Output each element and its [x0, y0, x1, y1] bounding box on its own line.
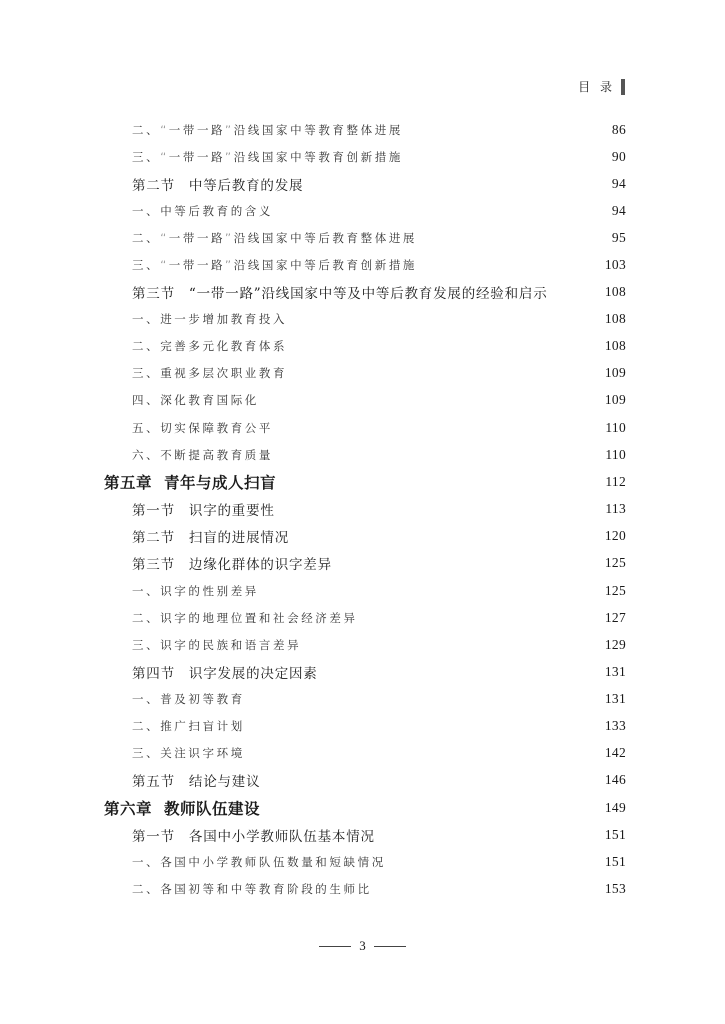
toc-entry-item[interactable] [104, 740, 626, 767]
toc-entry-number: 第五章 [104, 472, 153, 492]
toc-entry-item[interactable] [104, 577, 626, 604]
toc-entry-item[interactable] [104, 116, 626, 143]
toc-entry-item[interactable] [104, 333, 626, 360]
toc-entry-page: 151 [604, 826, 626, 842]
toc-entry-section[interactable] [104, 170, 626, 197]
toc-entry-page: 113 [605, 501, 626, 517]
toc-entry-text: 二、各国初等和中等教育阶段的生师比 [132, 881, 372, 896]
toc-entry-page: 86 [611, 121, 626, 137]
toc-entry-page: 94 [611, 202, 626, 218]
toc-entry-title [104, 257, 417, 273]
toc-entry-chapter[interactable] [104, 794, 626, 822]
toc-entry-number: 第一节 [132, 503, 175, 520]
toc-entry-title [104, 365, 287, 381]
toc-entry-text: 二、“一带一路”沿线国家中等后教育整体进展 [132, 230, 418, 245]
toc-entry-title [104, 770, 260, 790]
toc-entry-page: 109 [604, 392, 626, 408]
toc-entry-title [104, 526, 289, 546]
toc-entry-title [104, 122, 403, 138]
footer-dash-right [374, 946, 406, 947]
running-header [578, 78, 625, 95]
toc-entry-text: 三、“一带一路”沿线国家中等后教育创新措施 [132, 258, 418, 273]
toc-entry-page: 131 [604, 663, 626, 679]
toc-entry-page: 120 [604, 528, 626, 544]
toc-entry-text: 识字发展的决定因素 [188, 665, 318, 682]
toc-entry-item[interactable] [104, 251, 626, 278]
toc-entry-item[interactable] [104, 712, 626, 739]
toc-entry-section[interactable] [104, 550, 626, 577]
toc-entry-text: 五、切实保障教育公平 [132, 420, 273, 435]
toc-entry-item[interactable] [104, 685, 626, 712]
toc-entry-title [104, 392, 259, 408]
toc-entry-text: 边缘化群体的识字差异 [188, 557, 332, 574]
toc-entry-text: 一、各国中小学教师队伍数量和短缺情况 [132, 854, 386, 869]
toc-entry-title [104, 881, 372, 897]
toc-entry-text: 六、不断提高教育质量 [132, 447, 273, 462]
toc-entry-page: 129 [604, 636, 626, 652]
toc-entry-page: 146 [604, 772, 626, 788]
header-label: 目 录 [578, 80, 615, 94]
toc-entry-item[interactable] [104, 604, 626, 631]
toc-entry-page: 131 [604, 690, 626, 706]
toc-entry-number: 第三节 [132, 557, 175, 574]
toc-entry-title [104, 553, 332, 573]
toc-entry-title [104, 797, 260, 819]
toc-entry-page: 108 [604, 284, 626, 300]
toc-entry-text: 一、识字的性别差异 [132, 583, 259, 598]
toc-entry-text: 三、“一带一路”沿线国家中等教育创新措施 [132, 149, 403, 164]
header-bar-mark [621, 79, 625, 95]
toc-entry-text: 二、“一带一路”沿线国家中等教育整体进展 [132, 122, 403, 137]
page-number: 3 [359, 938, 366, 953]
toc-entry-text: 结论与建议 [188, 774, 261, 791]
toc-entry-item[interactable] [104, 360, 626, 387]
toc-entry-title [104, 149, 403, 165]
toc-entry-title [104, 825, 375, 845]
toc-entry-page: 94 [611, 175, 626, 191]
toc-entry-text: 一、普及初等教育 [132, 691, 245, 706]
toc-entry-title [104, 637, 301, 653]
toc-entry-item[interactable] [104, 306, 626, 333]
toc-entry-item[interactable] [104, 441, 626, 468]
toc-entry-page: 110 [605, 446, 626, 462]
toc-entry-text: 一、进一步增加教育投入 [132, 312, 288, 327]
toc-entry-text: 扫盲的进展情况 [188, 530, 290, 547]
toc-entry-section[interactable] [104, 658, 626, 685]
page-footer [0, 938, 725, 954]
toc-entry-item[interactable] [104, 848, 626, 875]
toc-entry-number: 第三节 [132, 286, 175, 303]
toc-entry-text: 青年与成人扫盲 [164, 472, 277, 492]
toc-entry-text: 二、推广扫盲计划 [132, 719, 245, 734]
toc-entry-page: 151 [604, 853, 626, 869]
toc-entry-title [104, 471, 276, 493]
toc-entry-text: 教师队伍建设 [164, 798, 261, 818]
toc-entry-text: 二、识字的地理位置和社会经济差异 [132, 610, 358, 625]
toc-entry-title [104, 174, 303, 194]
toc-entry-text: 识字的重要性 [188, 503, 275, 520]
toc-entry-title [104, 745, 245, 761]
toc-entry-section[interactable] [104, 821, 626, 848]
toc-entry-page: 108 [604, 311, 626, 327]
toc-entry-page: 133 [604, 718, 626, 734]
toc-entry-item[interactable] [104, 224, 626, 251]
toc-entry-page: 110 [605, 419, 626, 435]
toc-entry-number: 第一节 [132, 828, 175, 845]
toc-entry-number: 第五节 [132, 774, 175, 791]
toc-entry-page: 103 [604, 257, 626, 273]
toc-entry-title [104, 610, 358, 626]
toc-entry-title [104, 583, 259, 599]
toc-entry-text: 四、深化教育国际化 [132, 393, 259, 408]
toc-entry-number: 第二节 [132, 530, 175, 547]
toc-entry-title [104, 282, 548, 302]
toc-entry-section[interactable] [104, 523, 626, 550]
toc-entry-page: 127 [604, 609, 626, 625]
toc-entry-text: 各国中小学教师队伍基本情况 [188, 828, 375, 845]
toc-entry-title [104, 447, 273, 463]
toc-entry-page: 95 [611, 229, 626, 245]
toc-entry-title [104, 420, 273, 436]
toc-entry-title [104, 662, 318, 682]
toc-entry-item[interactable] [104, 875, 626, 902]
toc-entry-title [104, 718, 245, 734]
toc-entry-title [104, 854, 386, 870]
toc-entry-chapter[interactable] [104, 468, 626, 496]
toc-entry-page: 125 [604, 555, 626, 571]
toc-entry-page: 153 [604, 880, 626, 896]
toc-entry-item[interactable] [104, 387, 626, 414]
toc-entry-item[interactable] [104, 631, 626, 658]
toc-entry-text: “一带一路”沿线国家中等及中等后教育发展的经验和启示 [188, 286, 548, 303]
toc-entry-text: 三、重视多层次职业教育 [132, 366, 288, 381]
footer-dash-left [319, 946, 351, 947]
toc-entry-text: 二、完善多元化教育体系 [132, 339, 288, 354]
toc-entry-title [104, 499, 275, 519]
toc-entry-page: 109 [604, 365, 626, 381]
toc-entry-number: 第四节 [132, 665, 175, 682]
toc-entry-title [104, 230, 417, 246]
toc-entry-page: 142 [604, 745, 626, 761]
toc-entry-title [104, 311, 287, 327]
toc-entry-text: 三、识字的民族和语言差异 [132, 637, 302, 652]
toc-entry-section[interactable] [104, 279, 626, 306]
toc-entry-text: 三、关注识字环境 [132, 746, 245, 761]
toc-entry-text: 中等后教育的发展 [188, 177, 304, 194]
toc-entry-section[interactable] [104, 496, 626, 523]
table-of-contents [104, 116, 626, 903]
toc-entry-text: 一、中等后教育的含义 [132, 203, 273, 218]
toc-entry-page: 90 [611, 148, 626, 164]
toc-entry-page: 108 [604, 338, 626, 354]
toc-entry-item[interactable] [104, 197, 626, 224]
toc-entry-item[interactable] [104, 143, 626, 170]
toc-entry-page: 112 [605, 473, 626, 489]
toc-entry-title [104, 338, 287, 354]
toc-entry-title [104, 691, 245, 707]
toc-entry-page: 149 [604, 799, 626, 815]
toc-entry-page: 125 [604, 582, 626, 598]
toc-entry-title [104, 203, 273, 219]
toc-entry-number: 第二节 [132, 177, 175, 194]
toc-entry-section[interactable] [104, 767, 626, 794]
toc-entry-number: 第六章 [104, 798, 153, 818]
toc-entry-item[interactable] [104, 414, 626, 441]
